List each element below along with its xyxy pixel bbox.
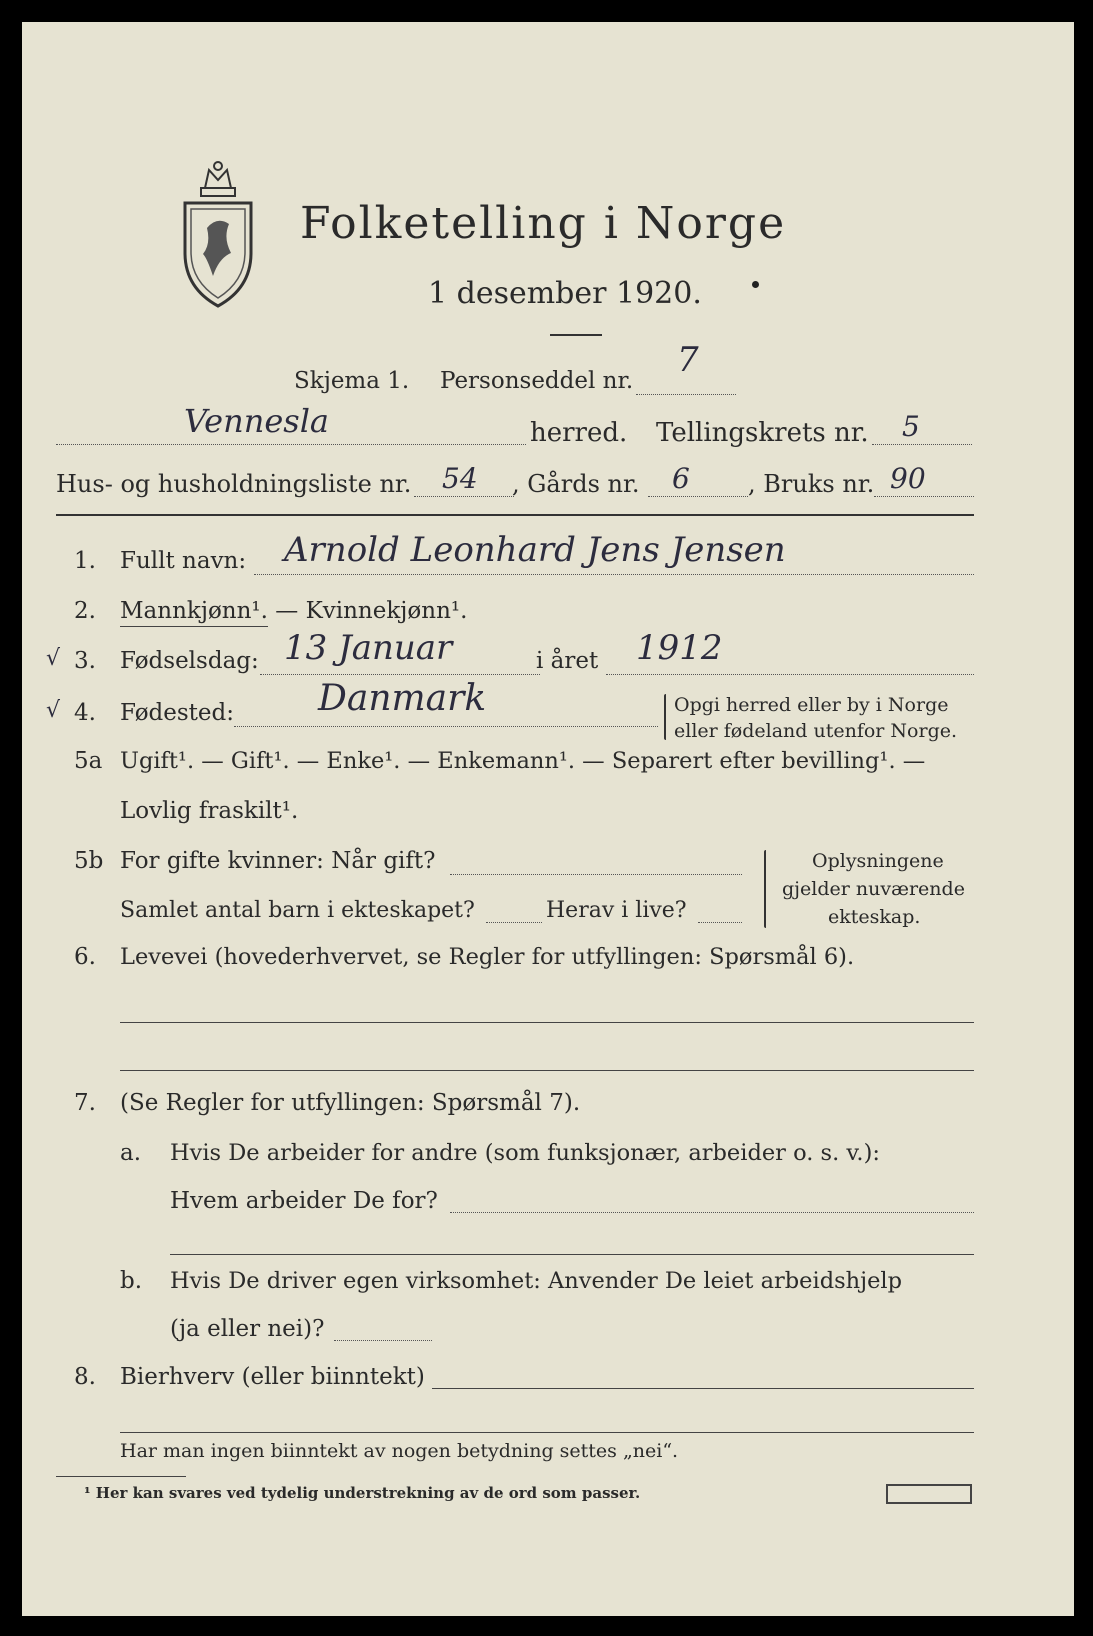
q5b-live-line xyxy=(698,922,742,923)
herred-label: herred. xyxy=(530,418,628,448)
q2-text: Mannkjønn¹. — Kvinnekjønn¹. xyxy=(120,598,468,624)
q1-value[interactable]: Arnold Leonhard Jens Jensen xyxy=(284,530,786,570)
q8-text: Bierhverv (eller biinntekt) xyxy=(120,1364,425,1390)
q8-number: 8. xyxy=(74,1364,96,1390)
herred-line xyxy=(56,444,526,445)
q5b-note2: gjelder nuværende xyxy=(782,878,965,900)
q7b-label: b. xyxy=(120,1268,143,1294)
q4-number: 4. xyxy=(74,700,96,726)
q4-label: Fødested: xyxy=(120,700,235,726)
q3-number: 3. xyxy=(74,648,96,674)
q7a-line-extra xyxy=(170,1254,974,1255)
schema-label: Skjema 1. xyxy=(294,368,410,394)
bruks-label: , Bruks nr. xyxy=(748,470,875,498)
hus-line xyxy=(414,496,514,497)
q4-brace xyxy=(664,694,666,740)
ink-dot xyxy=(752,281,759,288)
q1-label: Fullt navn: xyxy=(120,548,247,574)
footnote-rule xyxy=(56,1476,186,1477)
q7a-line2: Hvem arbeider De for? xyxy=(170,1188,438,1214)
gards-label: , Gårds nr. xyxy=(512,470,640,498)
q5b-barn-line xyxy=(486,922,542,923)
hus-label: Hus- og husholdningsliste nr. xyxy=(56,470,412,498)
q5b-note1: Oplysningene xyxy=(812,850,944,872)
q5a-line2: Lovlig fraskilt¹. xyxy=(120,798,299,824)
q1-number: 1. xyxy=(74,548,96,574)
footer-note: Har man ingen biinntekt av nogen betydning settes „nei“. xyxy=(120,1440,679,1462)
bruks-line xyxy=(874,496,974,497)
q6-number: 6. xyxy=(74,944,96,970)
q7a-answer-line xyxy=(450,1212,974,1213)
q5b-number: 5b xyxy=(74,848,104,874)
q3-year-label: i året xyxy=(536,648,599,674)
personseddel-line xyxy=(636,394,736,395)
q4-line xyxy=(234,726,658,727)
census-date: 1 desember 1920. xyxy=(428,276,702,311)
q4-note-line2: eller fødeland utenfor Norge. xyxy=(674,720,958,742)
q2-underline xyxy=(120,626,268,627)
title-rule xyxy=(550,334,602,336)
q1-line xyxy=(254,574,974,575)
q7b-line2: (ja eller nei)? xyxy=(170,1316,325,1342)
q5b-note3: ekteskap. xyxy=(828,906,921,928)
footnote: ¹ Her kan svares ved tydelig understrekning av de ord som passer. xyxy=(84,1484,641,1502)
bruks-value[interactable]: 90 xyxy=(890,462,926,495)
tellingskrets-value[interactable]: 5 xyxy=(902,410,920,443)
form-title: Folketelling i Norge xyxy=(300,198,787,249)
q7b-line1: Hvis De driver egen virksomhet: Anvender De leiet arbeidshjelp xyxy=(170,1268,903,1294)
q7b-answer-line xyxy=(334,1340,432,1341)
header-divider xyxy=(56,514,974,516)
hus-value[interactable]: 54 xyxy=(442,462,478,495)
q5b-line1: For gifte kvinner: Når gift? xyxy=(120,848,436,874)
q4-note-line1: Opgi herred eller by i Norge xyxy=(674,694,949,716)
q3-line xyxy=(260,674,540,675)
q3-year-value[interactable]: 1912 xyxy=(636,628,723,668)
q5b-line2a: Samlet antal barn i ekteskapet? xyxy=(120,898,475,923)
personseddel-label: Personseddel nr. xyxy=(440,368,634,394)
tellingskrets-label: Tellingskrets nr. xyxy=(656,418,869,448)
q7-text: (Se Regler for utfyllingen: Spørsmål 7). xyxy=(120,1090,581,1116)
q5b-line2b: Herav i live? xyxy=(546,898,687,923)
q5a-number: 5a xyxy=(74,748,103,774)
personseddel-value[interactable]: 7 xyxy=(677,340,699,380)
tellingskrets-line xyxy=(872,444,972,445)
gards-line xyxy=(648,496,748,497)
q6-line1 xyxy=(120,1022,974,1023)
q7a-line1: Hvis De arbeider for andre (som funksjonær, arbeider o. s. v.): xyxy=(170,1140,880,1166)
q4-check: √ xyxy=(46,698,61,723)
q3-label: Fødselsdag: xyxy=(120,648,259,674)
q7-number: 7. xyxy=(74,1090,96,1116)
q3-year-line xyxy=(606,674,974,675)
q5a-line1: Ugift¹. — Gift¹. — Enke¹. — Enkemann¹. — Separert efter bevilling¹. — xyxy=(120,748,926,774)
q8-line-extra xyxy=(120,1432,974,1433)
q5b-gift-line xyxy=(450,874,742,875)
q2-number: 2. xyxy=(74,598,96,624)
census-form xyxy=(22,22,1074,1616)
q3-value[interactable]: 13 Januar xyxy=(284,628,453,668)
q6-text: Levevei (hovederhvervet, se Regler for utfyllingen: Spørsmål 6). xyxy=(120,944,855,970)
printer-stamp xyxy=(886,1484,972,1504)
q5b-brace xyxy=(764,850,766,928)
herred-value[interactable]: Vennesla xyxy=(184,402,329,440)
coat-of-arms-icon xyxy=(177,158,259,308)
q3-check: √ xyxy=(46,646,61,671)
q7a-label: a. xyxy=(120,1140,142,1166)
gards-value[interactable]: 6 xyxy=(672,462,690,495)
q6-line2 xyxy=(120,1070,974,1071)
q8-answer-line xyxy=(432,1388,974,1389)
q4-value[interactable]: Danmark xyxy=(318,678,487,719)
